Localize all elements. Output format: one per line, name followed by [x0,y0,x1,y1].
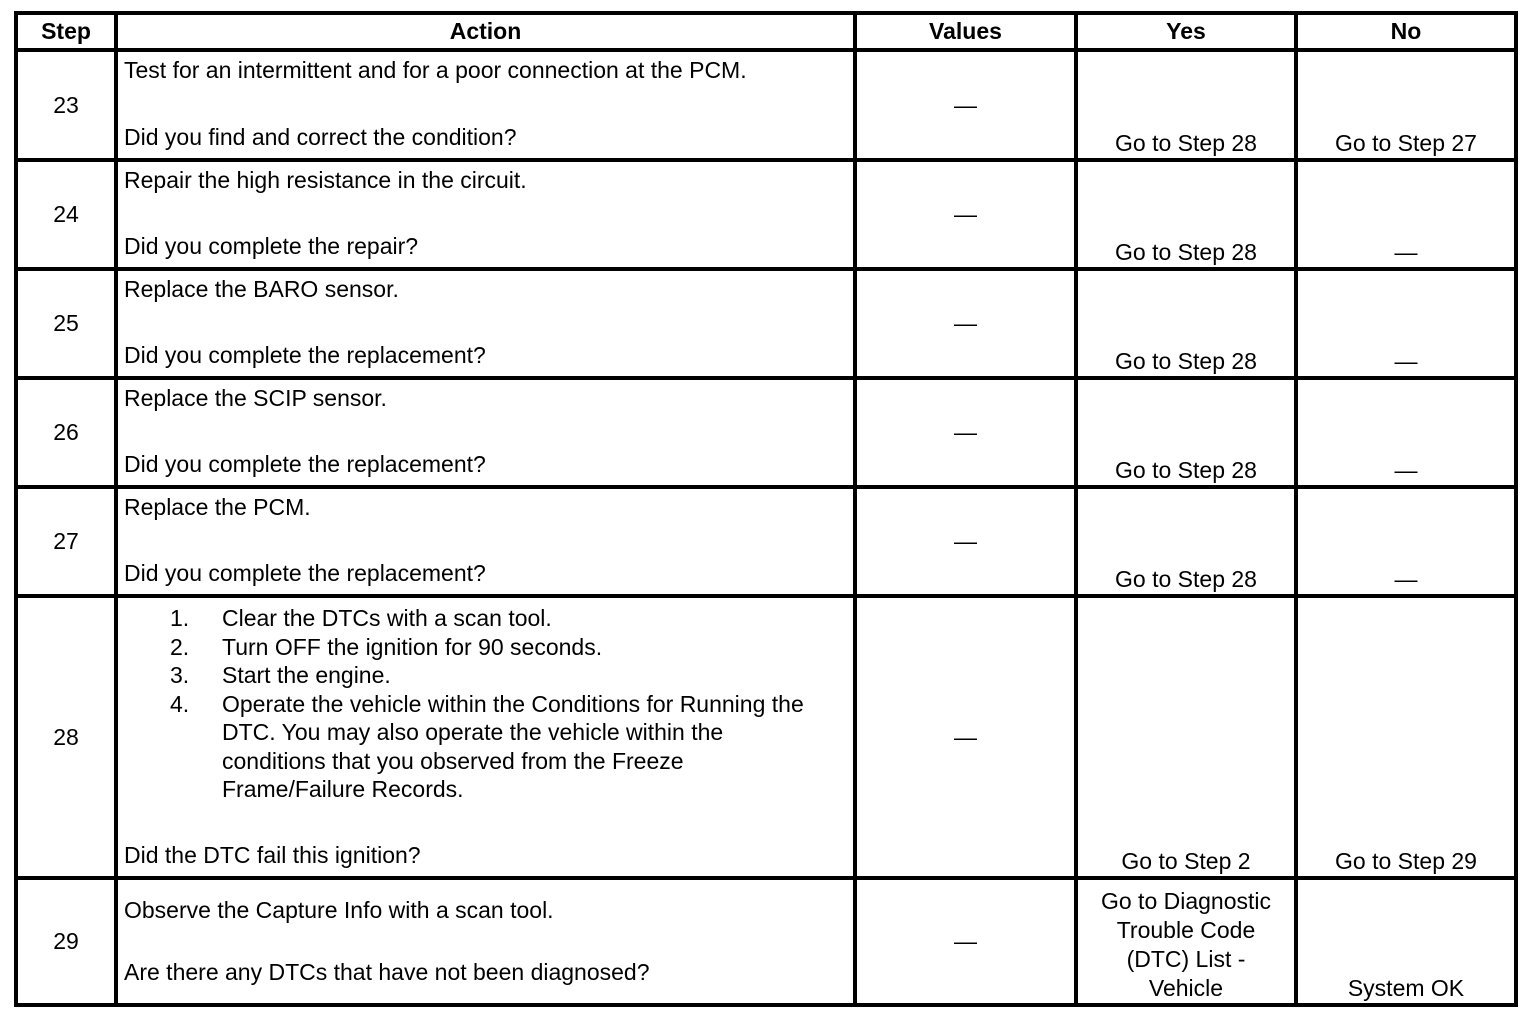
diagnostic-table [14,11,1518,1007]
no-cell: — [1296,269,1516,378]
action-text: Observe the Capture Info with a scan tool. [124,897,554,923]
action-cell [116,160,855,269]
list-number: 3. [170,662,190,688]
step-number: 24 [16,160,116,269]
step-number: 29 [16,878,116,1005]
header-no: No [1296,13,1516,50]
action-question: Are there any DTCs that have not been diagnosed? [124,959,650,985]
list-item [170,633,823,662]
list-number: 4. [170,690,190,717]
list-text: Operate the vehicle within the Conditions for Running the DTC. You may also operate the vehicle within the conditions that you observed from the Freeze Frame/Failure Records. [222,690,804,802]
action-question: Did you complete the replacement? [124,342,486,368]
list-number: 1. [170,605,190,631]
no-cell: — [1296,487,1516,596]
header-action: Action [116,13,855,50]
list-item [170,690,823,804]
list-text: Turn OFF the ignition for 90 seconds. [222,633,603,660]
procedure-list [170,604,823,804]
table-row [16,487,1516,596]
header-row [16,13,1516,50]
yes-line: Trouble Code [1116,917,1256,943]
action-question: Did you complete the repair? [124,233,419,259]
action-text: Replace the SCIP sensor. [124,385,387,411]
table-row [16,269,1516,378]
table-row [16,378,1516,487]
values-cell: — [855,160,1076,269]
step-number: 26 [16,378,116,487]
values-cell: — [855,878,1076,1005]
action-question: Did you complete the replacement? [124,451,486,477]
list-text: Clear the DTCs with a scan tool. [222,605,552,631]
no-cell: System OK [1296,878,1516,1005]
action-cell [116,269,855,378]
action-question: Did you complete the replacement? [124,560,486,586]
list-number: 2. [170,633,190,660]
action-question: Did the DTC fail this ignition? [124,842,421,868]
action-cell [116,596,855,878]
values-cell: — [855,269,1076,378]
list-text: Start the engine. [222,662,391,688]
table-row [16,160,1516,269]
yes-cell: Go to Step 28 [1076,269,1296,378]
action-cell [116,878,855,1005]
list-item [170,661,823,690]
no-cell: — [1296,378,1516,487]
action-cell [116,50,855,160]
table-row [16,596,1516,878]
header-values: Values [855,13,1076,50]
action-text: Replace the PCM. [124,494,311,520]
yes-line: Go to Diagnostic [1100,888,1272,914]
table-row [16,50,1516,160]
yes-cell: Go to Step 28 [1076,378,1296,487]
table-row [16,878,1516,1005]
action-text: Repair the high resistance in the circuit. [124,167,527,193]
no-cell: — [1296,160,1516,269]
step-number: 27 [16,487,116,596]
values-cell: — [855,378,1076,487]
yes-cell [1076,878,1296,1005]
yes-cell: Go to Step 28 [1076,487,1296,596]
yes-line: Vehicle [1148,975,1224,1001]
values-cell: — [855,50,1076,160]
action-text: Replace the BARO sensor. [124,276,399,302]
values-cell: — [855,487,1076,596]
yes-cell: Go to Step 2 [1076,596,1296,878]
action-cell [116,378,855,487]
action-question: Did you find and correct the condition? [124,124,517,150]
action-text: Test for an intermittent and for a poor connection at the PCM. [124,57,747,83]
header-yes: Yes [1076,13,1296,50]
list-item [170,604,823,633]
yes-cell: Go to Step 28 [1076,50,1296,160]
no-cell: Go to Step 29 [1296,596,1516,878]
step-number: 25 [16,269,116,378]
header-step: Step [16,13,116,50]
yes-cell: Go to Step 28 [1076,160,1296,269]
no-cell: Go to Step 27 [1296,50,1516,160]
step-number: 28 [16,596,116,878]
yes-line: (DTC) List - [1126,946,1246,972]
step-number: 23 [16,50,116,160]
values-cell: — [855,596,1076,878]
action-cell [116,487,855,596]
